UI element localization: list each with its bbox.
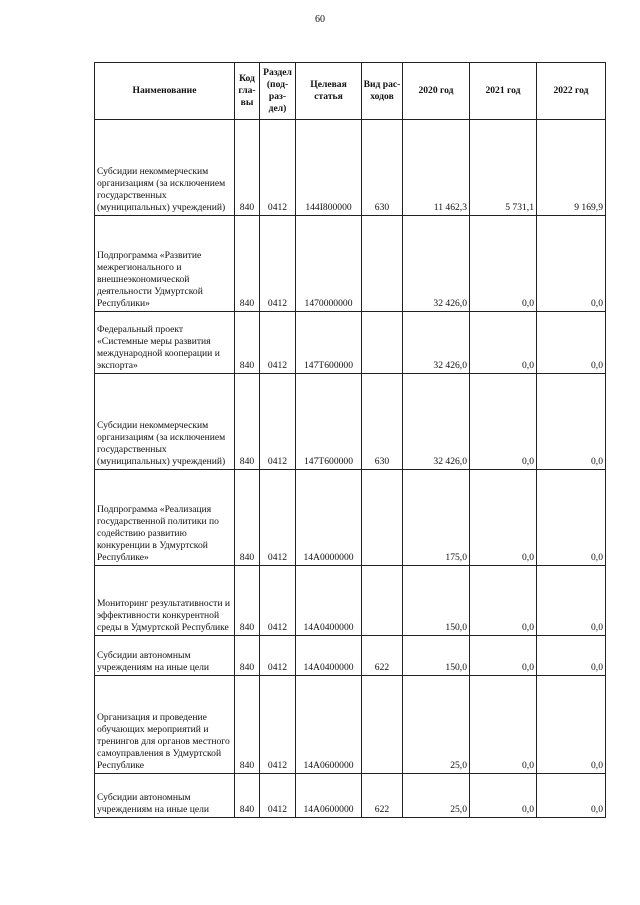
amount-2020-cell: 32 426,0 — [403, 374, 470, 470]
amount-2021-cell: 0,0 — [470, 636, 537, 676]
page-number: 60 — [315, 14, 325, 25]
table-row — [95, 566, 606, 636]
header-type: Вид рас-ходов — [362, 63, 403, 120]
target-code-cell: 144I800000 — [296, 120, 362, 216]
amount-2022-cell: 0,0 — [537, 374, 606, 470]
target-code-cell: 14A0400000 — [296, 636, 362, 676]
target-code-cell: 147T600000 — [296, 312, 362, 374]
amount-2020-cell: 32 426,0 — [403, 312, 470, 374]
row-name-cell: Субсидии автономным учреждениям на иные цели — [95, 774, 235, 818]
amount-2020-cell: 175,0 — [403, 470, 470, 566]
row-name-cell: Подпрограмма «Реализация государственной политики по содействию развитию конкуренции в Удмуртской Республике» — [95, 470, 235, 566]
amount-2022-cell: 0,0 — [537, 312, 606, 374]
amount-2020-cell: 25,0 — [403, 676, 470, 774]
expense-type-cell — [362, 312, 403, 374]
expense-type-cell: 630 — [362, 374, 403, 470]
header-target: Целевая статья — [296, 63, 362, 120]
row-name-cell: Субсидии некоммерческим организациям (за исключением государственных (муниципальных) учреждений) — [95, 374, 235, 470]
amount-2021-cell: 0,0 — [470, 216, 537, 312]
section-code-cell: 0412 — [260, 470, 296, 566]
amount-2021-cell: 0,0 — [470, 312, 537, 374]
chapter-code-cell: 840 — [235, 774, 260, 818]
header-name: Наименование — [95, 63, 235, 120]
amount-2020-cell: 25,0 — [403, 774, 470, 818]
amount-2020-cell: 11 462,3 — [403, 120, 470, 216]
budget-table — [94, 62, 606, 818]
section-code-cell: 0412 — [260, 216, 296, 312]
amount-2022-cell: 0,0 — [537, 774, 606, 818]
expense-type-cell: 622 — [362, 636, 403, 676]
target-code-cell: 1470000000 — [296, 216, 362, 312]
amount-2022-cell: 0,0 — [537, 636, 606, 676]
chapter-code-cell: 840 — [235, 470, 260, 566]
target-code-cell: 14A0000000 — [296, 470, 362, 566]
row-name-cell: Мониторинг результативности и эффективности конкурентной среды в Удмуртской Республике — [95, 566, 235, 636]
amount-2022-cell: 0,0 — [537, 676, 606, 774]
row-name-cell: Организация и проведение обучающих мероприятий и тренингов для органов местного самоуправления в Удмуртской Республике — [95, 676, 235, 774]
chapter-code-cell: 840 — [235, 312, 260, 374]
amount-2022-cell: 0,0 — [537, 216, 606, 312]
amount-2022-cell: 9 169,9 — [537, 120, 606, 216]
expense-type-cell — [362, 566, 403, 636]
section-code-cell: 0412 — [260, 636, 296, 676]
table-row — [95, 676, 606, 774]
amount-2021-cell: 0,0 — [470, 566, 537, 636]
section-code-cell: 0412 — [260, 374, 296, 470]
row-name-cell: Федеральный проект «Системные меры развития международной кооперации и экспорта» — [95, 312, 235, 374]
header-chapter: Код гла-вы — [235, 63, 260, 120]
chapter-code-cell: 840 — [235, 374, 260, 470]
chapter-code-cell: 840 — [235, 216, 260, 312]
chapter-code-cell: 840 — [235, 676, 260, 774]
table-row — [95, 312, 606, 374]
expense-type-cell — [362, 470, 403, 566]
table-row — [95, 120, 606, 216]
chapter-code-cell: 840 — [235, 120, 260, 216]
header-section: Раздел (под-раз-дел) — [260, 63, 296, 120]
header-2021: 2021 год — [470, 63, 537, 120]
header-2022: 2022 год — [537, 63, 606, 120]
header-row — [95, 63, 606, 120]
section-code-cell: 0412 — [260, 676, 296, 774]
amount-2020-cell: 32 426,0 — [403, 216, 470, 312]
table-row — [95, 636, 606, 676]
amount-2021-cell: 0,0 — [470, 774, 537, 818]
amount-2021-cell: 0,0 — [470, 470, 537, 566]
table-row — [95, 374, 606, 470]
expense-type-cell — [362, 676, 403, 774]
section-code-cell: 0412 — [260, 120, 296, 216]
table-row — [95, 216, 606, 312]
row-name-cell: Субсидии автономным учреждениям на иные цели — [95, 636, 235, 676]
table-row — [95, 774, 606, 818]
amount-2020-cell: 150,0 — [403, 636, 470, 676]
chapter-code-cell: 840 — [235, 636, 260, 676]
expense-type-cell — [362, 216, 403, 312]
section-code-cell: 0412 — [260, 566, 296, 636]
amount-2021-cell: 5 731,1 — [470, 120, 537, 216]
table-row — [95, 470, 606, 566]
expense-type-cell: 622 — [362, 774, 403, 818]
target-code-cell: 14A0600000 — [296, 774, 362, 818]
target-code-cell: 147T600000 — [296, 374, 362, 470]
target-code-cell: 14A0600000 — [296, 676, 362, 774]
section-code-cell: 0412 — [260, 774, 296, 818]
amount-2022-cell: 0,0 — [537, 566, 606, 636]
target-code-cell: 14A0400000 — [296, 566, 362, 636]
chapter-code-cell: 840 — [235, 566, 260, 636]
row-name-cell: Подпрограмма «Развитие межрегионального и внешнеэкономической деятельности Удмуртской Республики» — [95, 216, 235, 312]
section-code-cell: 0412 — [260, 312, 296, 374]
amount-2021-cell: 0,0 — [470, 676, 537, 774]
row-name-cell: Субсидии некоммерческим организациям (за исключением государственных (муниципальных) учреждений) — [95, 120, 235, 216]
expense-type-cell: 630 — [362, 120, 403, 216]
amount-2022-cell: 0,0 — [537, 470, 606, 566]
header-2020: 2020 год — [403, 63, 470, 120]
amount-2020-cell: 150,0 — [403, 566, 470, 636]
amount-2021-cell: 0,0 — [470, 374, 537, 470]
